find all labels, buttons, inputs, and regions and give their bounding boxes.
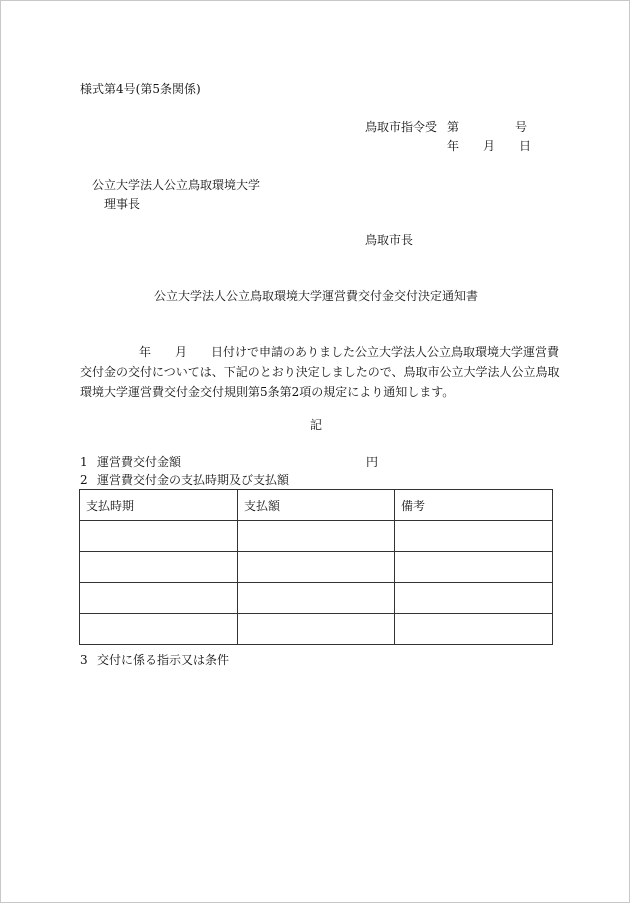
table-cell	[80, 521, 238, 552]
addressee-organization: 公立大学法人公立鳥取環境大学	[92, 178, 261, 192]
ki-heading: 記	[309, 418, 322, 432]
body-line-1-text: 日付けで申請のありました公立大学法人公立鳥取環境大学運営費	[211, 345, 560, 359]
table-cell	[238, 583, 395, 614]
item-1-unit: 円	[366, 455, 379, 469]
item-2	[80, 473, 289, 487]
directive-suffix: 号	[515, 120, 528, 134]
table-row	[80, 552, 553, 583]
table-cell	[80, 583, 238, 614]
directive-number-line	[365, 120, 527, 134]
date-month: 月	[483, 139, 496, 153]
date-year: 年	[447, 139, 460, 153]
item-1-label: 運営費交付金額	[97, 455, 182, 469]
header-remarks: 備考	[395, 490, 553, 521]
payment-schedule-table	[79, 489, 553, 645]
body-line-1	[80, 342, 560, 362]
item-2-label: 運営費交付金の支払時期及び支払額	[97, 473, 290, 487]
body-year: 年	[139, 345, 152, 359]
document-title: 公立大学法人公立鳥取環境大学運営費交付金交付決定通知書	[153, 289, 478, 303]
table-cell	[395, 583, 553, 614]
body-line-2: 交付金の交付については、下記のとおり決定しましたので、鳥取市公立大学法人公立鳥取	[80, 365, 560, 379]
date-day: 日	[519, 139, 532, 153]
table-row	[80, 614, 553, 645]
item-2-number: 2	[80, 473, 88, 487]
date-line	[447, 139, 531, 153]
table-header-row	[80, 490, 553, 521]
item-3	[80, 653, 229, 667]
addressee-title: 理事長	[104, 197, 141, 211]
table-cell	[395, 552, 553, 583]
body-month: 月	[175, 345, 188, 359]
header-payment-amount: 支払額	[238, 490, 395, 521]
directive-prefix: 第	[447, 120, 460, 134]
table-cell	[395, 614, 553, 645]
item-3-label: 交付に係る指示又は条件	[97, 653, 230, 667]
body-paragraph	[80, 342, 560, 402]
item-1-number: 1	[80, 455, 88, 469]
directive-label: 鳥取市指令受	[365, 120, 438, 134]
table-row	[80, 583, 553, 614]
table-cell	[80, 552, 238, 583]
table-cell	[238, 614, 395, 645]
item-1	[80, 455, 379, 469]
table-cell	[80, 614, 238, 645]
table-cell	[395, 521, 553, 552]
table-cell	[238, 521, 395, 552]
body-line-3: 環境大学運営費交付金交付規則第5条第2項の規定により通知します。	[80, 385, 455, 399]
form-number: 様式第4号(第5条関係)	[80, 82, 201, 96]
item-3-number: 3	[80, 653, 88, 667]
header-payment-timing: 支払時期	[80, 490, 238, 521]
table-cell	[238, 552, 395, 583]
issuer-name: 鳥取市長	[365, 233, 414, 247]
table-row	[80, 521, 553, 552]
